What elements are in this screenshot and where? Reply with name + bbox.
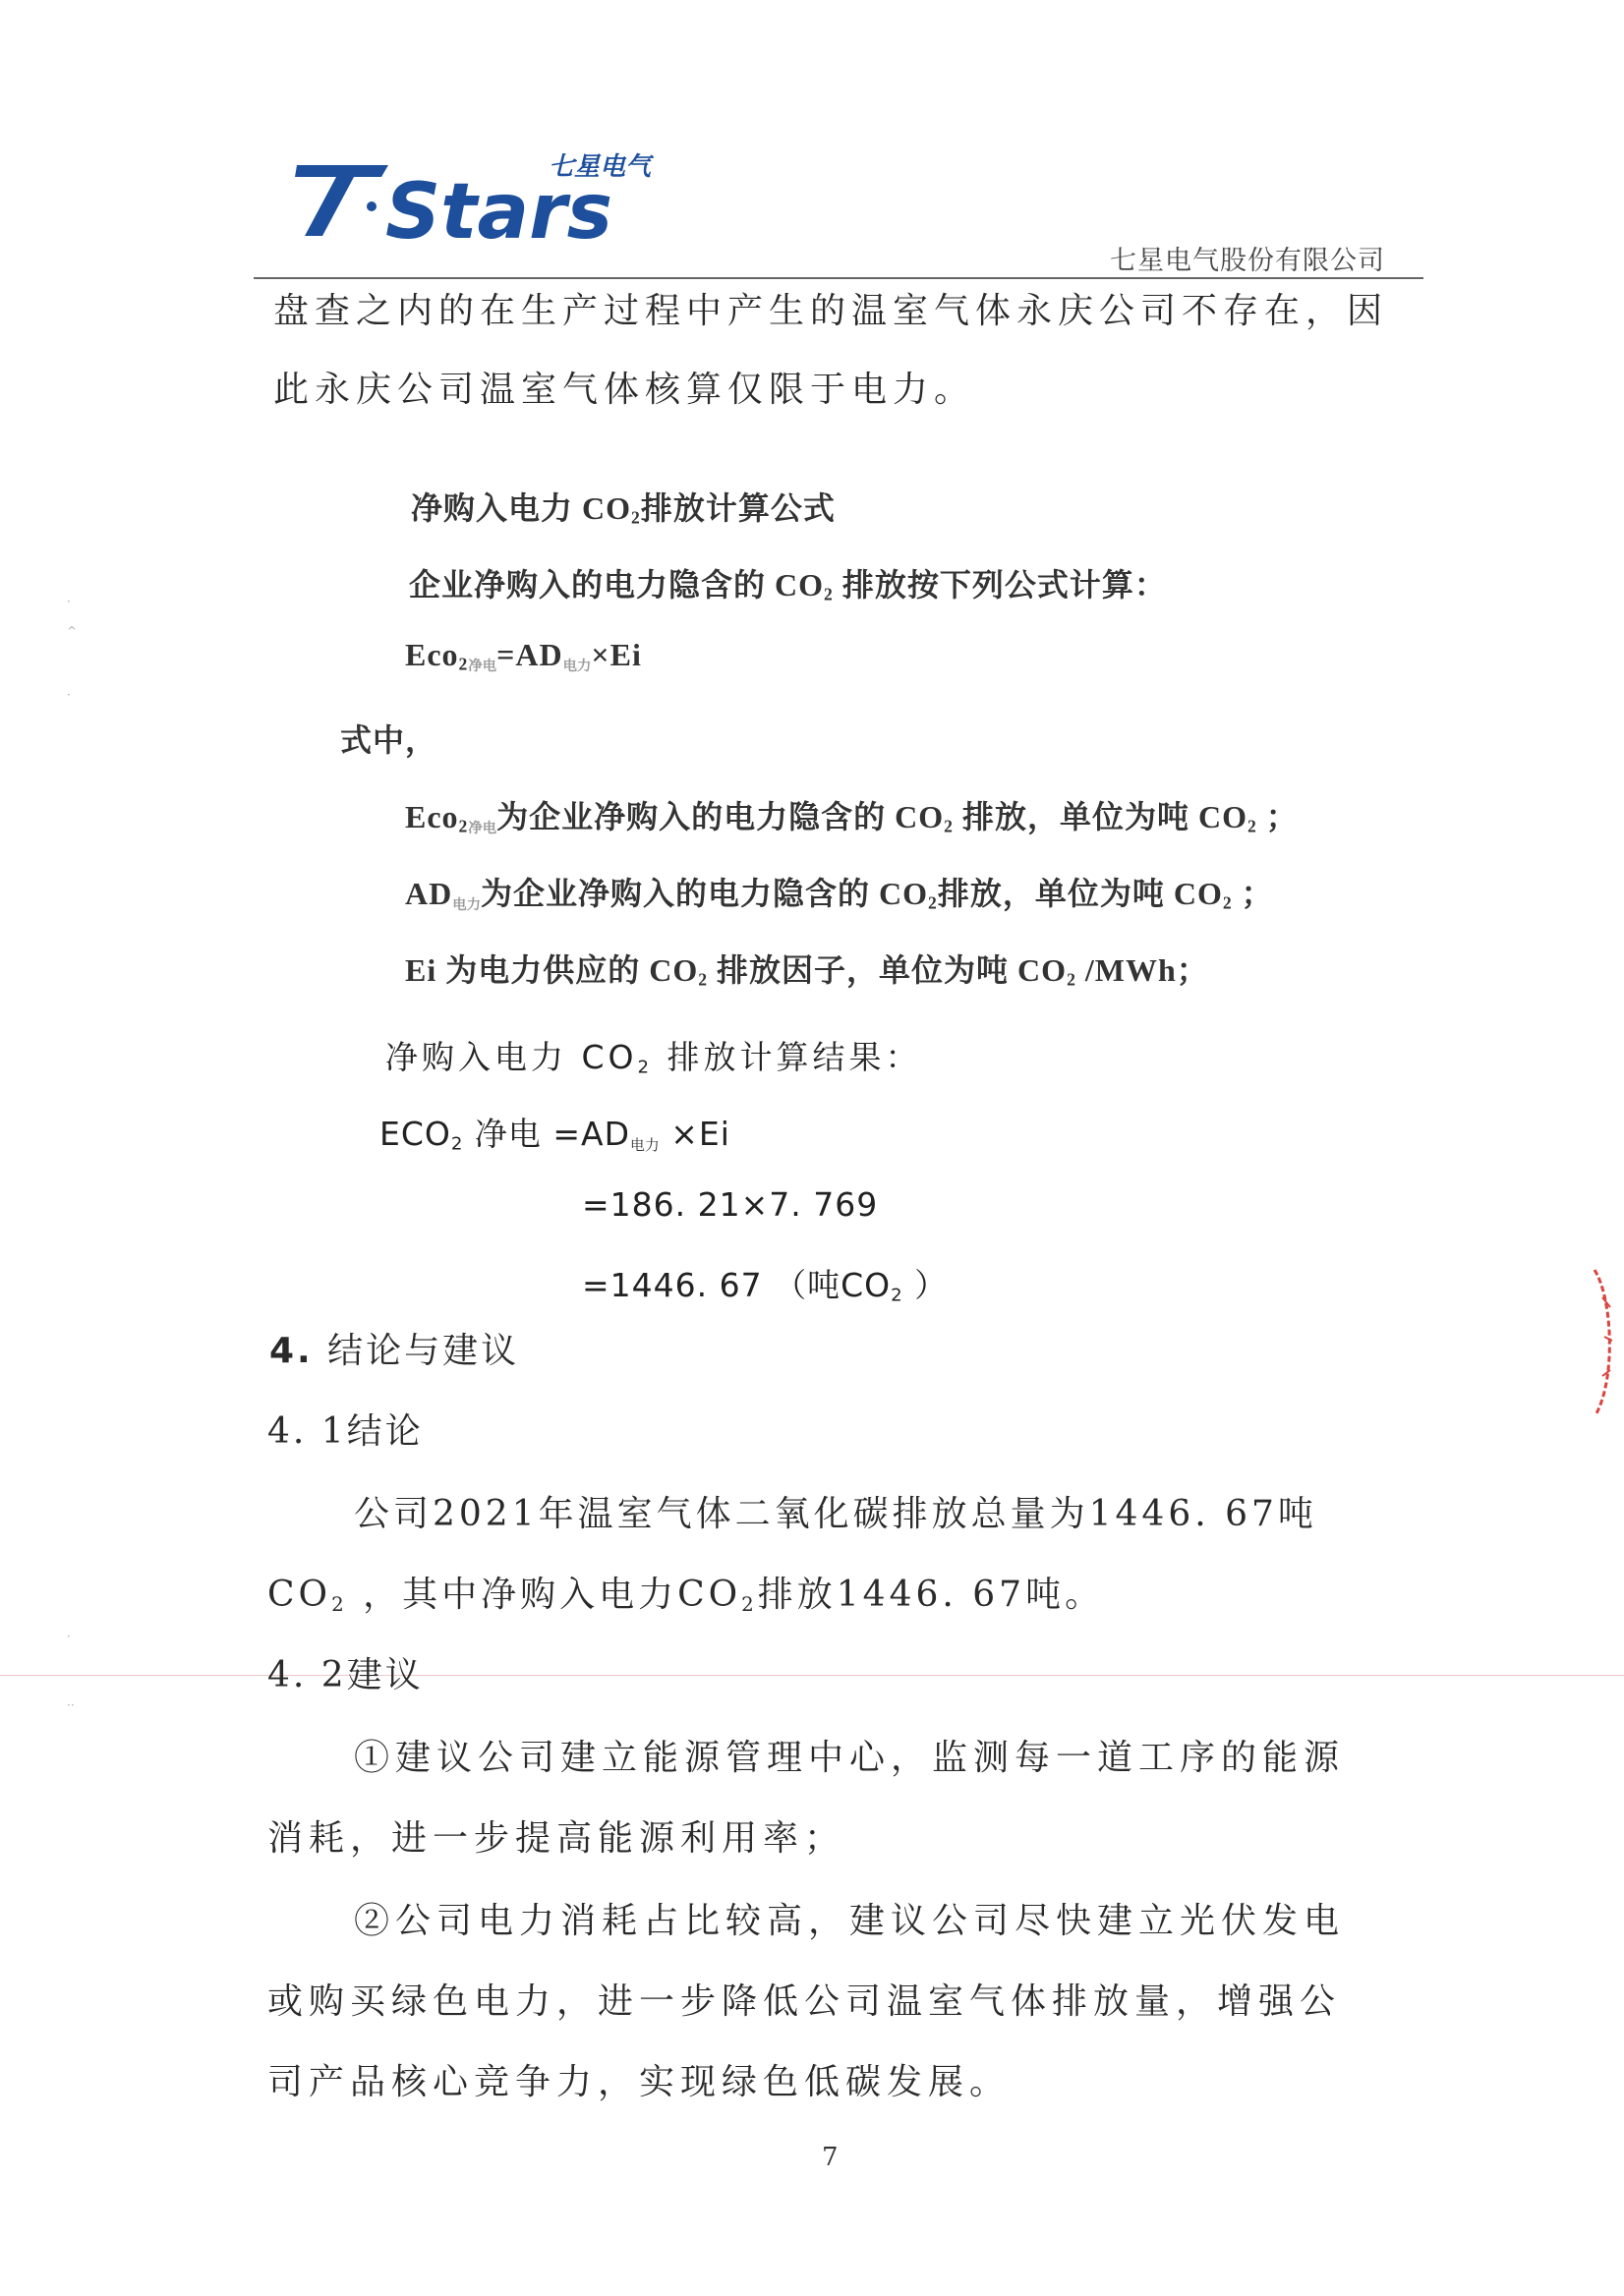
result-equation-3: =1446. 67 （吨$CO_2$ ） [582,1266,949,1306]
logo-wordmark: Stars [385,168,612,256]
result-equation-1: $ECO_2$ 净电 =AD电力 ×Ei [379,1115,730,1155]
conclusion-line-2: $CO_2$ ，其中净购入电力$CO_2$排放1446. 67吨。 [267,1575,1105,1616]
formula-description: 企业净购入的电力隐含的 $CO_2$ 排放按下列公式计算： [409,567,1167,604]
recommendation-2-line-2: 或购买绿色电力，进一步降低公司温室气体排放量，增强公 [267,1981,1342,2022]
scan-mark: · [67,1630,71,1643]
recommendation-2-line-3: 司产品核心竞争力，实现绿色低碳发展。 [267,2062,1012,2102]
scan-mark: ·· [67,1698,75,1712]
recommendation-1-line-1: ①建议公司建立能源管理中心，监测每一道工序的能源 [354,1738,1346,1778]
recommendation-1-line-2: 消耗，进一步提高能源利用率； [267,1818,846,1859]
formula-equation: Eco$_2$净电=AD电力×Ei [405,637,642,675]
subsection-conclusion: 4. 1结论 [267,1411,424,1452]
section-heading: 4. 结论与建议 [269,1331,520,1371]
scan-mark: ^ [67,624,78,638]
formula-definition-2: AD电力为企业净购入的电力隐含的 $CO_2$排放，单位为吨 $CO_2$ ； [405,876,1274,914]
subsection-recommendation: 4. 2建议 [267,1655,424,1695]
company-name: 七星电气股份有限公司 [1110,246,1385,276]
result-title: 净购入电力 $CO_2$ 排放计算结果： [385,1038,922,1078]
scan-artifact-line [0,1675,1624,1676]
company-logo [295,147,688,256]
formula-title: 净购入电力 $CO_2$排放计算公式 [411,490,836,528]
logo-chinese: 七星电气 [549,152,652,182]
recommendation-2-line-1: ②公司电力消耗占比较高，建议公司尽快建立光伏发电 [354,1901,1346,1941]
formula-where: 式中， [340,722,438,758]
intro-line-2: 此永庆公司温室气体核算仅限于电力。 [273,370,976,410]
conclusion-line-1: 公司2021年温室气体二氧化碳排放总量为1446. 67吨 [354,1494,1317,1534]
header-rule [254,277,1423,279]
seal-stamp-fragment [1591,1268,1620,1415]
intro-line-1: 盘查之内的在生产过程中产生的温室气体永庆公司不存在，因 [273,291,1389,331]
page-number: 7 [822,2143,839,2172]
scan-mark: · [67,688,71,702]
formula-definition-1: Eco$_2$净电为企业净购入的电力隐含的 $CO_2$ 排放，单位为吨 $CO_2$ ； [405,799,1299,837]
result-equation-2: =186. 21×7. 769 [582,1185,879,1224]
scan-mark: · [67,595,71,608]
formula-definition-3: Ei 为电力供应的 $CO_2$ 排放因子，单位为吨 $CO_2$ /MWh； [405,952,1209,990]
